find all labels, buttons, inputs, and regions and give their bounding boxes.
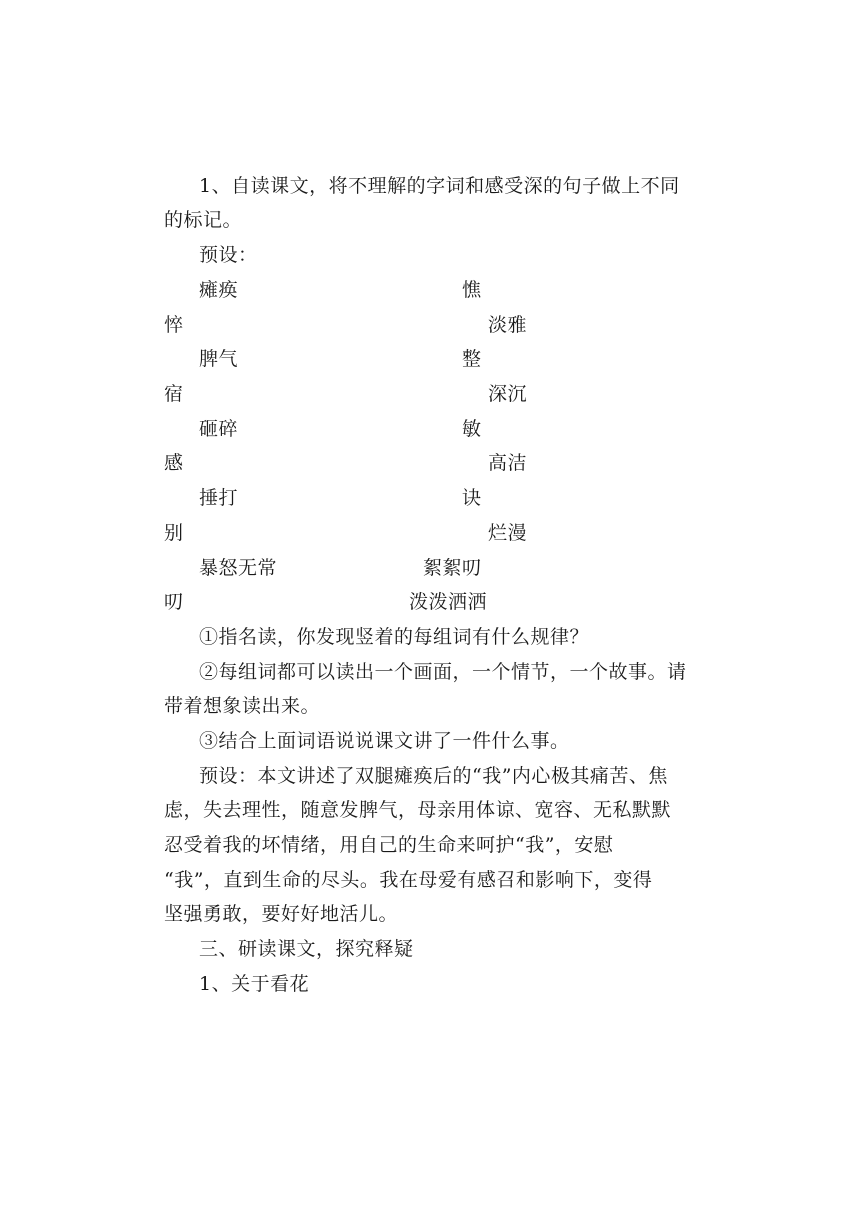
word-item: 憔 xyxy=(462,279,482,301)
question-3: ③结合上面词语说说课文讲了一件什么事。 xyxy=(199,730,570,752)
word-item: 整 xyxy=(462,348,482,370)
word-item: 淡雅 xyxy=(488,314,528,336)
word-item: 深沉 xyxy=(488,383,528,405)
word-item: 砸碎 xyxy=(199,418,239,440)
answer-line: 坚强勇敢，要好好地活儿。 xyxy=(164,903,399,925)
word-item: 暴怒无常 xyxy=(199,557,278,579)
word-item: 别 xyxy=(164,522,184,544)
question-2: ②每组词都可以读出一个画面，一个情节，一个故事。请 xyxy=(199,661,687,683)
section-heading: 三、研读课文，探究释疑 xyxy=(199,938,414,960)
answer-line: “我”，直到生命的尽头。我在母爱有感召和影响下，变得 xyxy=(164,869,653,891)
question-1: ①指名读，你发现竖着的每组词有什么规律？ xyxy=(199,626,590,648)
answer-line: 忍受着我的坏情绪，用自己的生命来呵护“我”，安慰 xyxy=(164,834,614,856)
preset-label: 预设： xyxy=(199,244,258,266)
word-item: 泼泼洒洒 xyxy=(409,591,488,613)
word-item: 敏 xyxy=(462,418,482,440)
paragraph-line: 1、自读课文，将不理解的字词和感受深的句子做上不同 xyxy=(199,175,680,197)
word-item: 诀 xyxy=(462,487,482,509)
answer-line: 预设：本文讲述了双腿瘫痪后的“我”内心极其痛苦、焦 xyxy=(199,765,668,787)
answer-line: 虑，失去理性，随意发脾气，母亲用体谅、宽容、无私默默 xyxy=(164,799,672,821)
word-item: 感 xyxy=(164,452,184,474)
paragraph-line: 的标记。 xyxy=(164,209,243,231)
word-item: 悴 xyxy=(164,314,184,336)
word-item: 烂漫 xyxy=(488,522,528,544)
word-item: 捶打 xyxy=(199,487,239,509)
word-item: 瘫痪 xyxy=(199,279,239,301)
word-item: 宿 xyxy=(164,383,184,405)
word-item: 絮絮叨 xyxy=(423,557,482,579)
word-item: 叨 xyxy=(164,591,184,613)
subsection-heading: 1、关于看花 xyxy=(199,973,310,995)
question-2-cont: 带着想象读出来。 xyxy=(164,695,321,717)
word-item: 高洁 xyxy=(488,452,528,474)
word-item: 脾气 xyxy=(199,348,239,370)
